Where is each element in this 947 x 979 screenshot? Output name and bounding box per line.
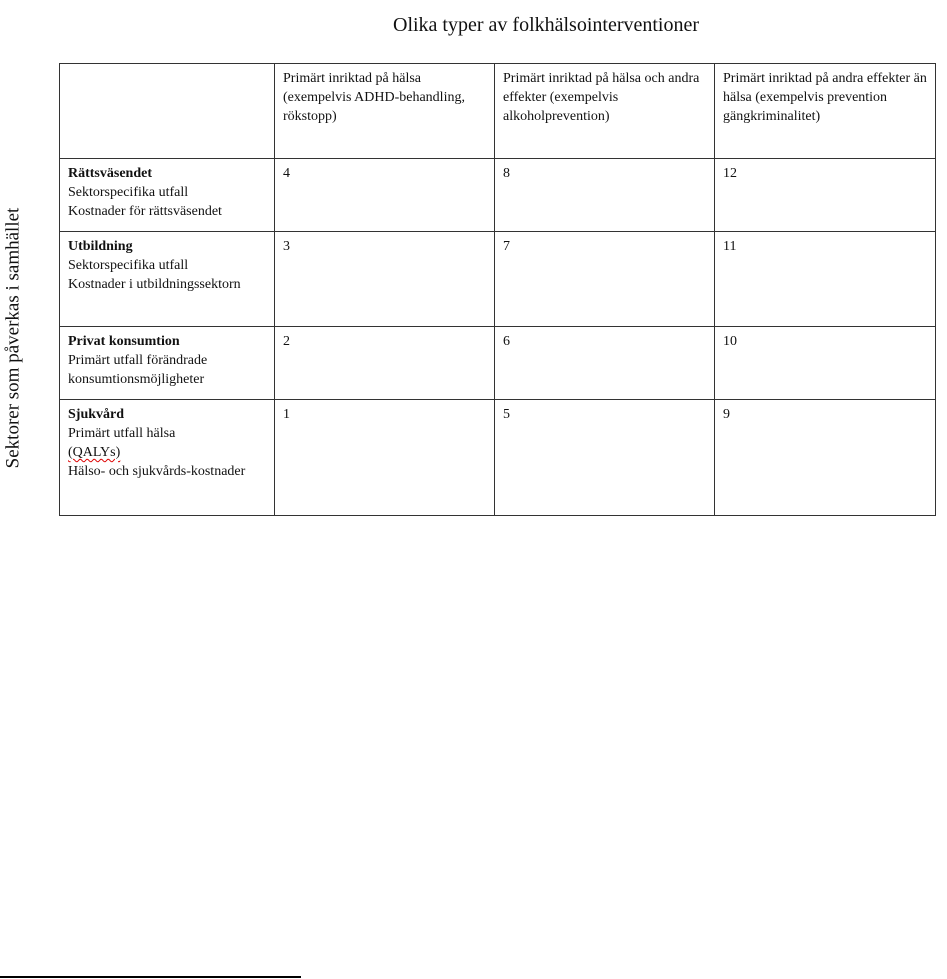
- sector-name: Privat konsumtion: [68, 334, 180, 349]
- side-axis-label: [2, 178, 24, 498]
- value-cell: 8: [495, 159, 715, 232]
- sector-name: Rättsväsendet: [68, 166, 152, 181]
- value-cell: 6: [495, 327, 715, 400]
- sector-detail: (QALYs): [68, 445, 121, 460]
- table-row: [60, 159, 936, 232]
- sector-name: Utbildning: [68, 239, 133, 254]
- sector-detail: Kostnader i utbildningssektorn: [68, 277, 241, 292]
- value-cell: 1: [275, 400, 495, 516]
- table-row: [60, 232, 936, 327]
- intervention-matrix-table: [59, 63, 936, 516]
- sector-detail-wrap: [68, 443, 266, 462]
- footnote-separator: [0, 976, 301, 978]
- value-cell: 3: [275, 232, 495, 327]
- sector-detail: Sektorspecifika utfall: [68, 185, 189, 200]
- sector-detail: Primärt utfall hälsa: [68, 426, 176, 441]
- table-row: [60, 327, 936, 400]
- row-header-cell: [60, 159, 275, 232]
- header-cell-empty: [60, 64, 275, 159]
- value-cell: 12: [715, 159, 936, 232]
- row-header-cell: [60, 400, 275, 516]
- value-cell: 9: [715, 400, 936, 516]
- sector-detail: Primärt utfall förändrade konsumtionsmöjligheter: [68, 353, 208, 387]
- value-cell: 2: [275, 327, 495, 400]
- sector-detail: Sektorspecifika utfall: [68, 258, 189, 273]
- header-cell-health: Primärt inriktad på hälsa (exempelvis ADHD-behandling, rökstopp): [275, 64, 495, 159]
- side-axis-label-text: Sektorer som påverkas i samhället: [2, 207, 23, 469]
- header-cell-health-and-other: Primärt inriktad på hälsa och andra effekter (exempelvis alkoholprevention): [495, 64, 715, 159]
- value-cell: 10: [715, 327, 936, 400]
- sector-detail: Hälso- och sjukvårds-kostnader: [68, 464, 246, 479]
- header-cell-other-effects: Primärt inriktad på andra effekter än hälsa (exempelvis prevention gängkriminalitet): [715, 64, 936, 159]
- value-cell: 4: [275, 159, 495, 232]
- row-header-cell: [60, 232, 275, 327]
- value-cell: 5: [495, 400, 715, 516]
- value-cell: 7: [495, 232, 715, 327]
- page-title: Olika typer av folkhälsointerventioner: [393, 14, 700, 36]
- sector-name: Sjukvård: [68, 407, 125, 422]
- sector-detail: Kostnader för rättsväsendet: [68, 204, 222, 219]
- table-row: [60, 400, 936, 516]
- row-header-cell: [60, 327, 275, 400]
- table-header-row: [60, 64, 936, 159]
- value-cell: 11: [715, 232, 936, 327]
